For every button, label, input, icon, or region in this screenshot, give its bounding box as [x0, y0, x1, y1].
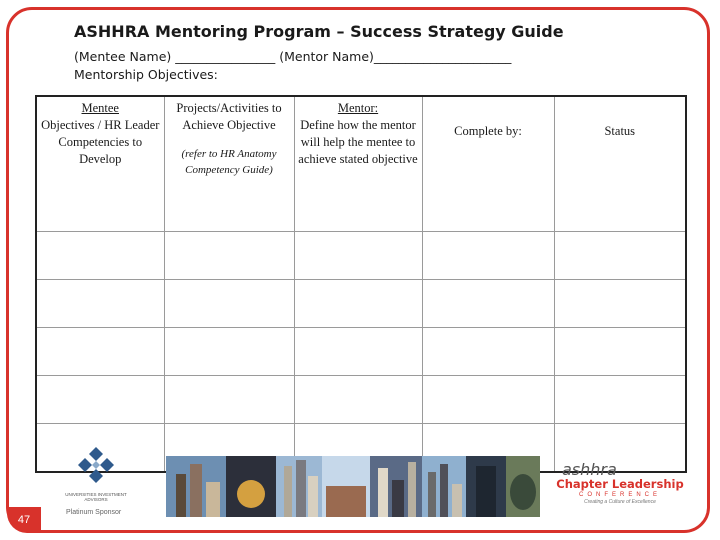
table-row	[36, 328, 686, 376]
header-complete-by: Complete by:	[422, 96, 554, 232]
table-cell[interactable]	[294, 280, 422, 328]
table-cell[interactable]	[164, 376, 294, 424]
city-photo-strip	[166, 456, 540, 517]
projects-label: Projects/Activities to Achieve Objective	[176, 101, 282, 132]
header-mentee	[36, 96, 164, 232]
table-cell[interactable]	[294, 376, 422, 424]
table-cell[interactable]	[36, 328, 164, 376]
header-mentor	[294, 96, 422, 232]
brand-tagline: Creating a Culture of Excellence	[584, 499, 656, 505]
header-projects	[164, 96, 294, 232]
table-cell[interactable]	[422, 328, 554, 376]
mentor-label: Mentor:	[337, 101, 379, 115]
strategy-table	[35, 95, 687, 473]
conference-brand	[556, 460, 684, 505]
mentor-description: Define how the mentor will help the mentee to achieve stated objective	[298, 118, 418, 166]
table-row	[36, 232, 686, 280]
sponsor-label: Platinum Sponsor	[66, 509, 122, 516]
brand-event: Chapter Leadership	[556, 477, 684, 491]
header-status: Status	[554, 96, 686, 232]
table-row	[36, 376, 686, 424]
mentee-label: Mentee	[81, 101, 119, 115]
mentee-description: Objectives / HR Leader Competencies to Develop	[41, 118, 160, 166]
page-number: 47	[7, 507, 41, 533]
table-row	[36, 280, 686, 328]
table-cell[interactable]	[36, 376, 164, 424]
sponsor-logo-text: UNIVERSITIES INVESTMENT ADVISORS	[65, 492, 127, 502]
table-cell[interactable]	[294, 328, 422, 376]
table-cell[interactable]	[164, 328, 294, 376]
names-line: (Mentee Name) ________________ (Mentor Name)______________________	[74, 49, 512, 64]
table-cell[interactable]	[164, 280, 294, 328]
table-cell[interactable]	[422, 280, 554, 328]
table-cell[interactable]	[422, 376, 554, 424]
brand-conference: CONFERENCE	[578, 492, 661, 498]
table-cell[interactable]	[554, 280, 686, 328]
table-cell[interactable]	[294, 232, 422, 280]
sponsor-logo-icon	[76, 445, 116, 485]
page-title: ASHHRA Mentoring Program – Success Strategy Guide	[74, 22, 564, 41]
sponsor-logo	[60, 445, 132, 502]
table-cell[interactable]	[554, 328, 686, 376]
table-cell[interactable]	[36, 232, 164, 280]
table-header-row	[36, 96, 686, 232]
projects-note: (refer to HR Anatomy Competency Guide)	[181, 148, 277, 176]
table-cell[interactable]	[554, 376, 686, 424]
objectives-label: Mentorship Objectives:	[74, 67, 218, 82]
table-cell[interactable]	[36, 280, 164, 328]
table-cell[interactable]	[422, 232, 554, 280]
table-cell[interactable]	[554, 232, 686, 280]
brand-name: ashhra	[562, 460, 617, 479]
table-cell[interactable]	[164, 232, 294, 280]
